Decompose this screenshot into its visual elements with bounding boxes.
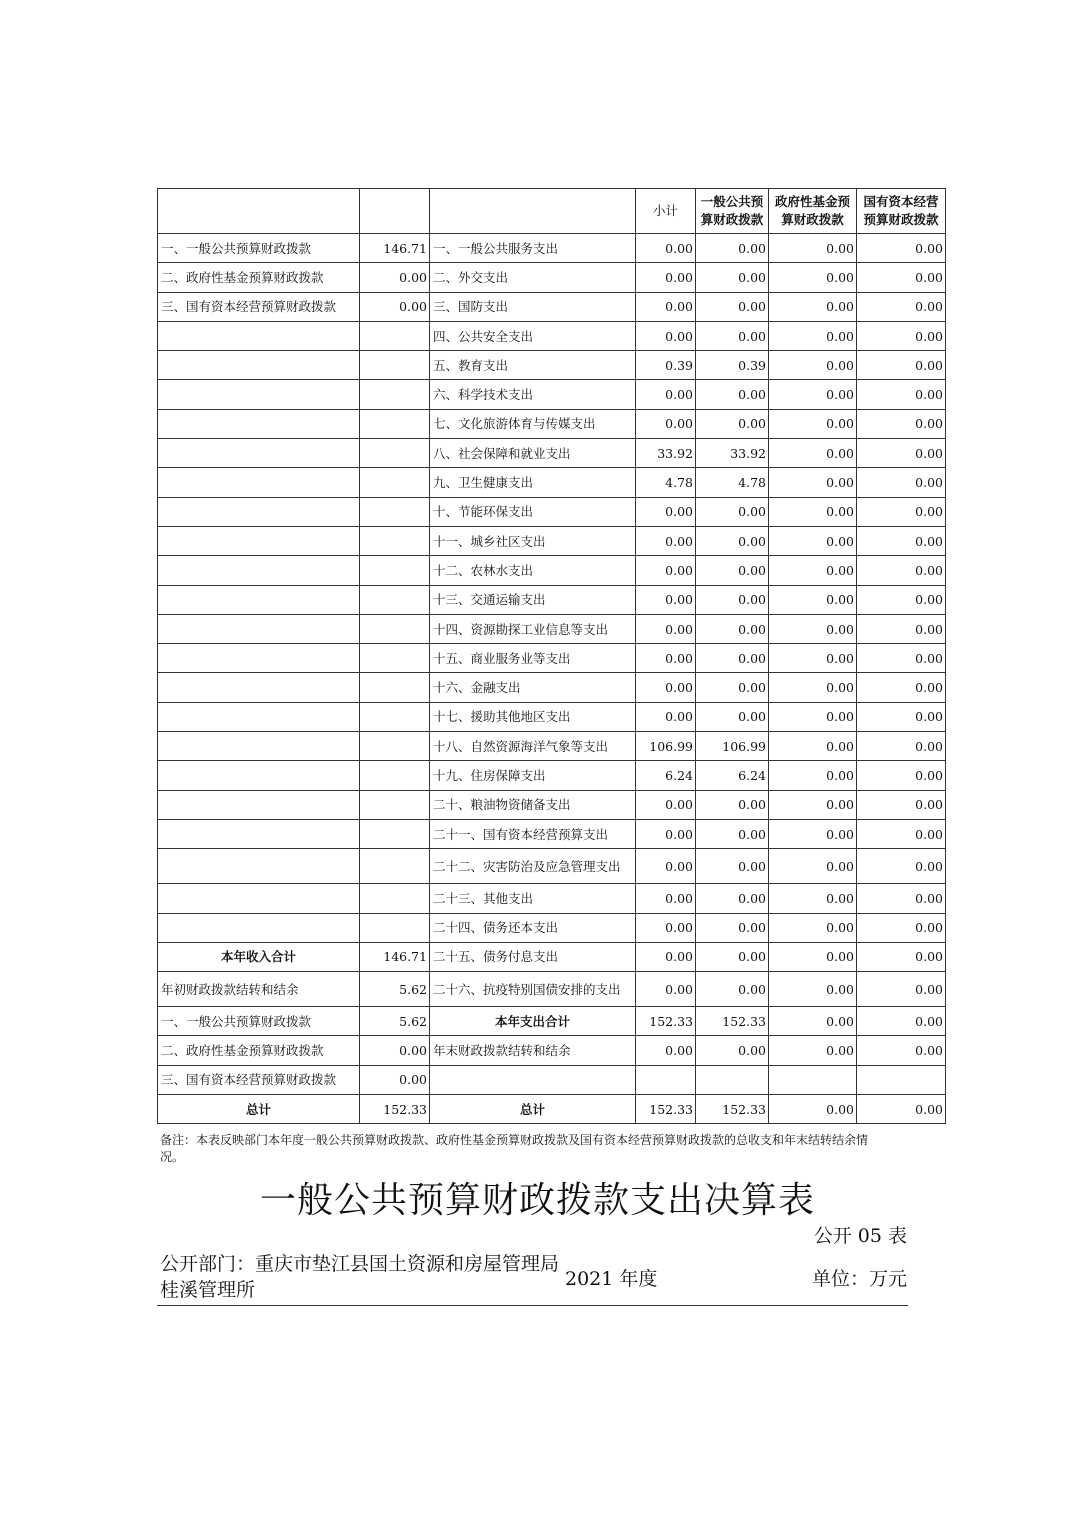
state-capital-value: 0.00 bbox=[857, 234, 946, 263]
general-budget-value: 0.00 bbox=[696, 1036, 769, 1065]
subtotal-value: 0.00 bbox=[636, 673, 696, 702]
income-item bbox=[158, 790, 360, 819]
table-row bbox=[158, 556, 946, 585]
subtotal-value: 0.00 bbox=[636, 292, 696, 321]
subtotal-value: 0.00 bbox=[636, 1036, 696, 1065]
fiscal-allocation-table bbox=[157, 188, 946, 1124]
state-capital-value: 0.00 bbox=[857, 884, 946, 913]
gov-fund-value: 0.00 bbox=[769, 884, 857, 913]
subtotal-value: 0.00 bbox=[636, 942, 696, 971]
income-item bbox=[158, 884, 360, 913]
subtotal-value: 0.00 bbox=[636, 497, 696, 526]
expense-item: 十五、商业服务业等支出 bbox=[430, 644, 636, 673]
income-amount bbox=[360, 468, 430, 497]
header-subtotal: 小计 bbox=[636, 189, 696, 234]
gov-fund-value: 0.00 bbox=[769, 942, 857, 971]
subtotal-value: 0.00 bbox=[636, 585, 696, 614]
general-budget-value: 0.00 bbox=[696, 913, 769, 942]
page-title: 一般公共预算财政拨款支出决算表 bbox=[259, 1180, 815, 1221]
income-amount bbox=[360, 526, 430, 555]
expense-item: 三、国防支出 bbox=[430, 292, 636, 321]
expense-item: 二十、粮油物资储备支出 bbox=[430, 790, 636, 819]
gov-fund-value: 0.00 bbox=[769, 263, 857, 292]
income-amount: 0.00 bbox=[360, 263, 430, 292]
state-capital-value: 0.00 bbox=[857, 972, 946, 1007]
gov-fund-value: 0.00 bbox=[769, 849, 857, 884]
subtotal-value: 0.00 bbox=[636, 913, 696, 942]
header-gov-fund: 政府性基金预算财政拨款 bbox=[769, 189, 857, 234]
table-note: 备注：本表反映部门本年度一般公共预算财政拨款、政府性基金预算财政拨款及国有资本经营预算财政拨款的总收支和年末结转结余情况。 bbox=[160, 1133, 869, 1164]
expense-item: 九、卫生健康支出 bbox=[430, 468, 636, 497]
subtotal-value: 33.92 bbox=[636, 439, 696, 468]
general-budget-value: 0.00 bbox=[696, 942, 769, 971]
state-capital-value: 0.00 bbox=[857, 526, 946, 555]
gov-fund-value: 0.00 bbox=[769, 673, 857, 702]
subtotal-value: 0.00 bbox=[636, 556, 696, 585]
subtotal-value: 0.00 bbox=[636, 263, 696, 292]
income-item bbox=[158, 644, 360, 673]
general-budget-value: 106.99 bbox=[696, 732, 769, 761]
subtotal-value: 0.00 bbox=[636, 234, 696, 263]
table-row bbox=[158, 644, 946, 673]
table-row bbox=[158, 526, 946, 555]
table-row bbox=[158, 1095, 946, 1124]
income-item bbox=[158, 761, 360, 790]
income-amount bbox=[360, 585, 430, 614]
income-amount: 146.71 bbox=[360, 234, 430, 263]
income-amount bbox=[360, 673, 430, 702]
expense-item: 十三、交通运输支出 bbox=[430, 585, 636, 614]
subtotal-value: 0.00 bbox=[636, 819, 696, 848]
gov-fund-value: 0.00 bbox=[769, 790, 857, 819]
income-item bbox=[158, 321, 360, 350]
gov-fund-value: 0.00 bbox=[769, 234, 857, 263]
income-item bbox=[158, 614, 360, 643]
table-row bbox=[158, 1036, 946, 1065]
general-budget-value: 0.00 bbox=[696, 292, 769, 321]
state-capital-value: 0.00 bbox=[857, 380, 946, 409]
state-capital-value: 0.00 bbox=[857, 702, 946, 731]
general-budget-value: 0.00 bbox=[696, 614, 769, 643]
expense-item: 二十五、债务付息支出 bbox=[430, 942, 636, 971]
general-budget-value: 152.33 bbox=[696, 1095, 769, 1124]
gov-fund-value: 0.00 bbox=[769, 351, 857, 380]
income-item: 一、一般公共预算财政拨款 bbox=[158, 1007, 360, 1036]
table-row bbox=[158, 234, 946, 263]
gov-fund-value: 0.00 bbox=[769, 761, 857, 790]
subtotal-value: 0.00 bbox=[636, 790, 696, 819]
income-amount bbox=[360, 702, 430, 731]
subtotal-value: 0.00 bbox=[636, 614, 696, 643]
header-general-budget: 一般公共预算财政拨款 bbox=[696, 189, 769, 234]
general-budget-value: 0.00 bbox=[696, 263, 769, 292]
subtotal-value: 0.00 bbox=[636, 380, 696, 409]
state-capital-value: 0.00 bbox=[857, 439, 946, 468]
table-row bbox=[158, 972, 946, 1007]
gov-fund-value: 0.00 bbox=[769, 321, 857, 350]
expense-item: 十七、援助其他地区支出 bbox=[430, 702, 636, 731]
income-item: 一、一般公共预算财政拨款 bbox=[158, 234, 360, 263]
subtotal-value: 0.00 bbox=[636, 321, 696, 350]
general-budget-value: 0.00 bbox=[696, 673, 769, 702]
state-capital-value: 0.00 bbox=[857, 942, 946, 971]
general-budget-value: 0.00 bbox=[696, 526, 769, 555]
expense-item: 十二、农林水支出 bbox=[430, 556, 636, 585]
income-amount: 5.62 bbox=[360, 1007, 430, 1036]
general-budget-value: 0.00 bbox=[696, 790, 769, 819]
table-row bbox=[158, 942, 946, 971]
expense-item bbox=[430, 1065, 636, 1094]
gov-fund-value: 0.00 bbox=[769, 732, 857, 761]
state-capital-value: 0.00 bbox=[857, 790, 946, 819]
income-item bbox=[158, 913, 360, 942]
expense-item: 二十一、国有资本经营预算支出 bbox=[430, 819, 636, 848]
income-item: 本年收入合计 bbox=[158, 942, 360, 971]
income-amount: 5.62 bbox=[360, 972, 430, 1007]
expense-item: 十八、自然资源海洋气象等支出 bbox=[430, 732, 636, 761]
table-row bbox=[158, 614, 946, 643]
income-item bbox=[158, 409, 360, 438]
income-amount bbox=[360, 351, 430, 380]
expense-item: 十九、住房保障支出 bbox=[430, 761, 636, 790]
income-item bbox=[158, 497, 360, 526]
income-item: 年初财政拨款结转和结余 bbox=[158, 972, 360, 1007]
general-budget-value: 0.00 bbox=[696, 884, 769, 913]
table-row bbox=[158, 439, 946, 468]
gov-fund-value: 0.00 bbox=[769, 292, 857, 321]
state-capital-value: 0.00 bbox=[857, 673, 946, 702]
gov-fund-value: 0.00 bbox=[769, 1036, 857, 1065]
subtotal-value: 0.00 bbox=[636, 526, 696, 555]
general-budget-value: 0.00 bbox=[696, 644, 769, 673]
gov-fund-value bbox=[769, 1065, 857, 1094]
table-row bbox=[158, 585, 946, 614]
table-number: 公开 05 表 bbox=[813, 1225, 907, 1247]
subtotal-value: 152.33 bbox=[636, 1095, 696, 1124]
income-item bbox=[158, 732, 360, 761]
gov-fund-value: 0.00 bbox=[769, 409, 857, 438]
subtotal-value: 152.33 bbox=[636, 1007, 696, 1036]
general-budget-value: 6.24 bbox=[696, 761, 769, 790]
state-capital-value: 0.00 bbox=[857, 585, 946, 614]
expense-item: 二十六、抗疫特别国债安排的支出 bbox=[430, 972, 636, 1007]
general-budget-value: 152.33 bbox=[696, 1007, 769, 1036]
income-item: 二、政府性基金预算财政拨款 bbox=[158, 1036, 360, 1065]
table-row bbox=[158, 1007, 946, 1036]
general-budget-value: 0.00 bbox=[696, 972, 769, 1007]
state-capital-value: 0.00 bbox=[857, 468, 946, 497]
income-amount bbox=[360, 644, 430, 673]
general-budget-value: 0.00 bbox=[696, 497, 769, 526]
general-budget-value: 33.92 bbox=[696, 439, 769, 468]
table-row bbox=[158, 468, 946, 497]
state-capital-value: 0.00 bbox=[857, 321, 946, 350]
income-amount bbox=[360, 380, 430, 409]
income-amount bbox=[360, 913, 430, 942]
general-budget-value: 0.00 bbox=[696, 819, 769, 848]
general-budget-value: 0.00 bbox=[696, 321, 769, 350]
subtotal-value: 0.00 bbox=[636, 702, 696, 731]
subtotal-value: 0.00 bbox=[636, 972, 696, 1007]
header-income-amount bbox=[360, 189, 430, 234]
general-budget-value bbox=[696, 1065, 769, 1094]
general-budget-value: 0.00 bbox=[696, 380, 769, 409]
expense-item: 总计 bbox=[430, 1095, 636, 1124]
income-item: 总计 bbox=[158, 1095, 360, 1124]
state-capital-value bbox=[857, 1065, 946, 1094]
gov-fund-value: 0.00 bbox=[769, 614, 857, 643]
subtotal-value: 0.00 bbox=[636, 884, 696, 913]
expense-item: 十六、金融支出 bbox=[430, 673, 636, 702]
income-item bbox=[158, 849, 360, 884]
income-item bbox=[158, 585, 360, 614]
state-capital-value: 0.00 bbox=[857, 614, 946, 643]
state-capital-value: 0.00 bbox=[857, 761, 946, 790]
income-amount: 0.00 bbox=[360, 1036, 430, 1065]
state-capital-value: 0.00 bbox=[857, 849, 946, 884]
state-capital-value: 0.00 bbox=[857, 913, 946, 942]
income-amount bbox=[360, 409, 430, 438]
income-amount bbox=[360, 884, 430, 913]
general-budget-value: 0.00 bbox=[696, 234, 769, 263]
subtotal-value bbox=[636, 1065, 696, 1094]
table-row bbox=[158, 849, 946, 884]
subtotal-value: 0.00 bbox=[636, 409, 696, 438]
gov-fund-value: 0.00 bbox=[769, 819, 857, 848]
subtotal-value: 0.39 bbox=[636, 351, 696, 380]
income-amount bbox=[360, 321, 430, 350]
gov-fund-value: 0.00 bbox=[769, 702, 857, 731]
gov-fund-value: 0.00 bbox=[769, 585, 857, 614]
gov-fund-value: 0.00 bbox=[769, 913, 857, 942]
gov-fund-value: 0.00 bbox=[769, 644, 857, 673]
table-row bbox=[158, 884, 946, 913]
expense-item: 年末财政拨款结转和结余 bbox=[430, 1036, 636, 1065]
income-item bbox=[158, 556, 360, 585]
general-budget-value: 0.39 bbox=[696, 351, 769, 380]
expense-item: 七、文化旅游体育与传媒支出 bbox=[430, 409, 636, 438]
gov-fund-value: 0.00 bbox=[769, 468, 857, 497]
subtotal-value: 6.24 bbox=[636, 761, 696, 790]
general-budget-value: 0.00 bbox=[696, 585, 769, 614]
income-item bbox=[158, 673, 360, 702]
income-amount bbox=[360, 790, 430, 819]
general-budget-value: 0.00 bbox=[696, 409, 769, 438]
table-row bbox=[158, 702, 946, 731]
table-row bbox=[158, 913, 946, 942]
table-row bbox=[158, 1065, 946, 1094]
income-item bbox=[158, 439, 360, 468]
expense-item: 十四、资源勘探工业信息等支出 bbox=[430, 614, 636, 643]
table-row bbox=[158, 790, 946, 819]
state-capital-value: 0.00 bbox=[857, 1007, 946, 1036]
expense-item: 一、一般公共服务支出 bbox=[430, 234, 636, 263]
income-amount bbox=[360, 614, 430, 643]
income-item bbox=[158, 819, 360, 848]
general-budget-value: 0.00 bbox=[696, 849, 769, 884]
income-item: 二、政府性基金预算财政拨款 bbox=[158, 263, 360, 292]
income-amount bbox=[360, 556, 430, 585]
income-amount bbox=[360, 439, 430, 468]
state-capital-value: 0.00 bbox=[857, 497, 946, 526]
income-item bbox=[158, 380, 360, 409]
gov-fund-value: 0.00 bbox=[769, 1007, 857, 1036]
fiscal-year: 2021 年度 bbox=[565, 1268, 658, 1290]
state-capital-value: 0.00 bbox=[857, 1036, 946, 1065]
state-capital-value: 0.00 bbox=[857, 263, 946, 292]
general-budget-value: 0.00 bbox=[696, 556, 769, 585]
expense-item: 十一、城乡社区支出 bbox=[430, 526, 636, 555]
gov-fund-value: 0.00 bbox=[769, 556, 857, 585]
table-row bbox=[158, 409, 946, 438]
general-budget-value: 0.00 bbox=[696, 702, 769, 731]
table-row bbox=[158, 263, 946, 292]
gov-fund-value: 0.00 bbox=[769, 972, 857, 1007]
income-amount bbox=[360, 732, 430, 761]
state-capital-value: 0.00 bbox=[857, 732, 946, 761]
expense-item: 二十二、灾害防治及应急管理支出 bbox=[430, 849, 636, 884]
income-amount bbox=[360, 819, 430, 848]
table-row bbox=[158, 321, 946, 350]
income-amount bbox=[360, 497, 430, 526]
state-capital-value: 0.00 bbox=[857, 819, 946, 848]
state-capital-value: 0.00 bbox=[857, 351, 946, 380]
table-row bbox=[158, 351, 946, 380]
state-capital-value: 0.00 bbox=[857, 292, 946, 321]
income-item bbox=[158, 468, 360, 497]
expense-item: 二十三、其他支出 bbox=[430, 884, 636, 913]
income-item: 三、国有资本经营预算财政拨款 bbox=[158, 1065, 360, 1094]
state-capital-value: 0.00 bbox=[857, 409, 946, 438]
gov-fund-value: 0.00 bbox=[769, 526, 857, 555]
subtotal-value: 4.78 bbox=[636, 468, 696, 497]
expense-item: 四、公共安全支出 bbox=[430, 321, 636, 350]
subtotal-value: 0.00 bbox=[636, 849, 696, 884]
header-expense-item bbox=[430, 189, 636, 234]
state-capital-value: 0.00 bbox=[857, 644, 946, 673]
state-capital-value: 0.00 bbox=[857, 556, 946, 585]
income-item bbox=[158, 526, 360, 555]
expense-item: 二十四、债务还本支出 bbox=[430, 913, 636, 942]
department: 公开部门：重庆市垫江县国土资源和房屋管理局桂溪管理所 bbox=[160, 1253, 560, 1301]
unit-label: 单位：万元 bbox=[811, 1268, 907, 1290]
general-budget-value: 4.78 bbox=[696, 468, 769, 497]
gov-fund-value: 0.00 bbox=[769, 497, 857, 526]
income-item: 三、国有资本经营预算财政拨款 bbox=[158, 292, 360, 321]
table-row bbox=[158, 497, 946, 526]
header-rule bbox=[157, 1305, 908, 1306]
expense-item: 六、科学技术支出 bbox=[430, 380, 636, 409]
income-amount bbox=[360, 761, 430, 790]
expense-item: 八、社会保障和就业支出 bbox=[430, 439, 636, 468]
header-income-item bbox=[158, 189, 360, 234]
gov-fund-value: 0.00 bbox=[769, 380, 857, 409]
expense-item: 十、节能环保支出 bbox=[430, 497, 636, 526]
header-state-capital: 国有资本经营预算财政拨款 bbox=[857, 189, 946, 234]
income-amount: 0.00 bbox=[360, 1065, 430, 1094]
gov-fund-value: 0.00 bbox=[769, 1095, 857, 1124]
income-amount: 152.33 bbox=[360, 1095, 430, 1124]
expense-item: 本年支出合计 bbox=[430, 1007, 636, 1036]
table-row bbox=[158, 761, 946, 790]
subtotal-value: 0.00 bbox=[636, 644, 696, 673]
gov-fund-value: 0.00 bbox=[769, 439, 857, 468]
subtotal-value: 106.99 bbox=[636, 732, 696, 761]
income-item bbox=[158, 351, 360, 380]
expense-item: 二、外交支出 bbox=[430, 263, 636, 292]
income-item bbox=[158, 702, 360, 731]
table-row bbox=[158, 673, 946, 702]
table-row bbox=[158, 292, 946, 321]
income-amount: 0.00 bbox=[360, 292, 430, 321]
table-row bbox=[158, 380, 946, 409]
expense-item: 五、教育支出 bbox=[430, 351, 636, 380]
table-header-row bbox=[158, 189, 946, 234]
income-amount: 146.71 bbox=[360, 942, 430, 971]
table-row bbox=[158, 819, 946, 848]
state-capital-value: 0.00 bbox=[857, 1095, 946, 1124]
table-row bbox=[158, 732, 946, 761]
income-amount bbox=[360, 849, 430, 884]
